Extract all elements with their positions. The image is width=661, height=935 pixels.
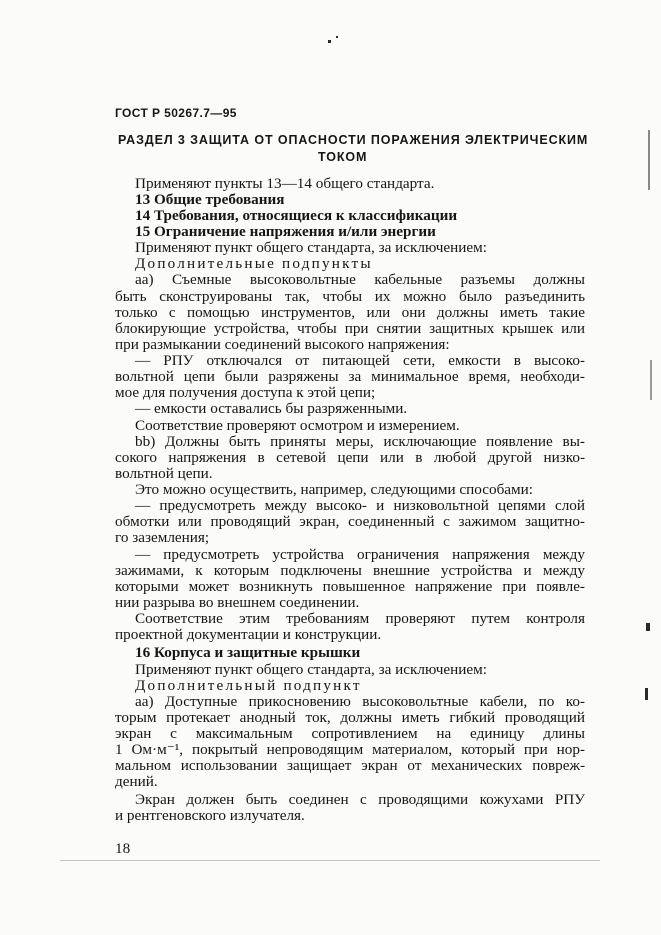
section-title-line-1: РАЗДЕЛ 3 ЗАЩИТА ОТ ОПАСНОСТИ ПОРАЖЕНИЯ ЭЛЕКТРИЧЕСКИМ bbox=[118, 133, 589, 147]
page-number: 18 bbox=[115, 840, 131, 857]
text-line: — РПУ отключался от питающей сети, емкости в высоко- bbox=[135, 352, 585, 369]
spaced-heading: Дополнительный подпункт bbox=[135, 677, 362, 694]
scan-speck bbox=[328, 40, 331, 43]
scan-edge-line bbox=[60, 860, 600, 861]
text-line: вольтной цепи были разряжены за минимальное время, необходи- bbox=[115, 368, 585, 385]
scan-speck bbox=[336, 36, 338, 38]
subsection-heading: 13 Общие требования bbox=[135, 191, 285, 208]
text-line: — емкости оставались бы разряженными. bbox=[135, 400, 408, 417]
text-line: Соответствие этим требованиям проверяют путем контроля bbox=[135, 610, 585, 627]
text-line: Применяют пункт общего стандарта, за исключением: bbox=[135, 239, 487, 256]
text-line: торым протекает анодный ток, должны иметь гибкий проводящий bbox=[115, 709, 585, 726]
text-line: которыми может возникнуть повышенное напряжение при появле- bbox=[115, 578, 585, 595]
text-line: 1 Ом·м⁻¹, покрытый непроводящим материалом, который при нор- bbox=[115, 741, 585, 758]
scan-edge-mark bbox=[650, 360, 652, 400]
spaced-heading: Дополнительные подпункты bbox=[135, 255, 373, 272]
text-line: блокирующие устройства, чтобы при снятии защитных крышек или bbox=[115, 320, 585, 337]
text-line: Это можно осуществить, например, следующими способами: bbox=[135, 481, 533, 498]
text-line: мое для получения доступа к этой цепи; bbox=[115, 384, 376, 401]
text-line: — предусмотреть устройства ограничения напряжения между bbox=[135, 546, 585, 563]
text-line: Экран должен быть соединен с проводящими кожухами РПУ bbox=[135, 791, 585, 808]
text-line: вольтной цепи. bbox=[115, 465, 213, 482]
text-line: Применяют пункт общего стандарта, за исключением: bbox=[135, 661, 487, 678]
text-line: bb) Должны быть приняты меры, исключающие появление вы- bbox=[135, 433, 585, 450]
text-line: сокого напряжения в сетевой цепи или в любой другой низко- bbox=[115, 449, 585, 466]
text-line: Соответствие проверяют осмотром и измерением. bbox=[135, 417, 460, 434]
text-line: только с помощью инструментов, или они должны иметь такие bbox=[115, 304, 585, 321]
subsection-heading: 16 Корпуса и защитные крышки bbox=[135, 644, 361, 661]
text-line: зажимами, к которым подключены внешние устройства и между bbox=[115, 562, 585, 579]
text-line: Применяют пункты 13—14 общего стандарта. bbox=[135, 175, 435, 192]
text-line: мальном использовании защищает экран от механических повреж- bbox=[115, 757, 585, 774]
text-line: — предусмотреть между высоко- и низковольтной цепями слой bbox=[135, 497, 585, 514]
text-line: быть сконструированы так, чтобы их можно было разъединить bbox=[115, 288, 585, 305]
scan-edge-mark bbox=[645, 688, 648, 700]
subsection-heading: 15 Ограничение напряжения и/или энергии bbox=[135, 223, 436, 240]
text-line: обмотки или проводящий экран, соединенный с зажимом защитно- bbox=[115, 513, 585, 530]
section-title-line-2: ТОКОМ bbox=[318, 150, 368, 164]
text-line: аа) Съемные высоковольтные кабельные разъемы должны bbox=[135, 271, 585, 288]
text-line: дений. bbox=[115, 773, 158, 790]
text-line: го заземления; bbox=[115, 529, 210, 546]
text-line: аа) Доступные прикосновению высоковольтные кабели, по ко- bbox=[135, 693, 585, 710]
text-line: проектной документации и конструкции. bbox=[115, 626, 382, 643]
text-line: нии разрыва во внешнем соединении. bbox=[115, 594, 360, 611]
document-header: ГОСТ Р 50267.7—95 bbox=[115, 106, 237, 120]
subsection-heading: 14 Требования, относящиеся к классификации bbox=[135, 207, 458, 224]
scan-edge-mark bbox=[646, 623, 650, 631]
scan-edge-mark bbox=[648, 130, 650, 190]
text-line: и рентгеновского излучателя. bbox=[115, 807, 305, 824]
text-line: при размыкании соединений высокого напряжения: bbox=[115, 336, 450, 353]
text-line: экран с максимальным сопротивлением на единицу длины bbox=[115, 725, 585, 742]
